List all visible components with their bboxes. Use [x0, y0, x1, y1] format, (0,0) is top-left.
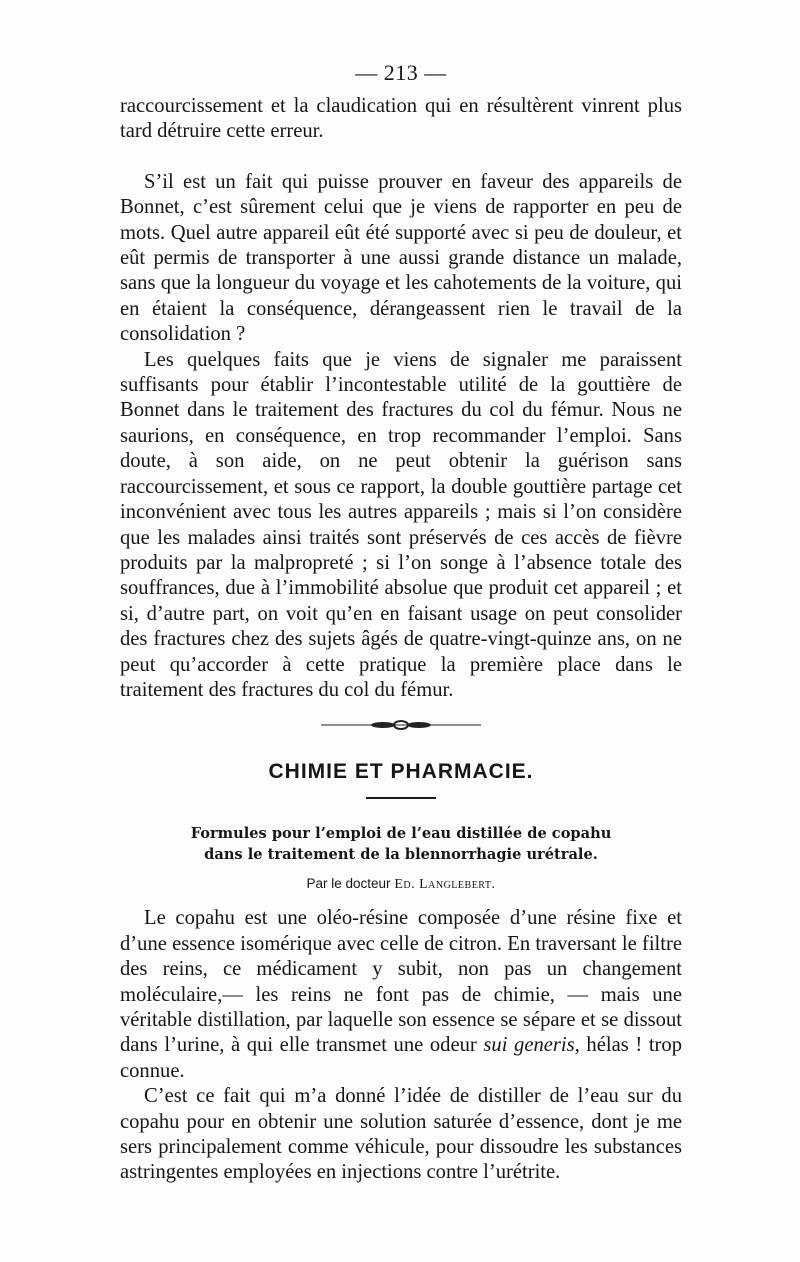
- italic-phrase: sui generis: [483, 1034, 575, 1057]
- paragraph-bonnet-appareils: S’il est un fait qui puisse prouver en faveur des appareils de Bonnet, c’est sûrement celui que je viens de rapporter en peu de mots. Quel autre appareil eût été supporté avec si peu de douleur, et eût permis de transporter à une aussi grande distance un malade, sans que la longueur du voyage et les cahotements de la voiture, qui en étaient la conséquence, dérangeassent rien le travail de la consolidation ?: [120, 170, 682, 346]
- paragraph-copahu-definition: [120, 906, 682, 1084]
- section-title: CHIMIE ET PHARMACIE.: [268, 760, 534, 784]
- paragraph-distillation-idea: C’est ce fait qui m’a donné l’idée de distiller de l’eau sur du copahu pour en obtenir une solution saturée d’essence, dont je me sers principalement comme véhicule, pour dissoudre les substances astringentes employées en injections contre l’urétrite.: [120, 1085, 682, 1184]
- title-underline-rule: [366, 797, 436, 799]
- article-title-line-1: Formules pour l’emploi de l’eau distillée de copahu: [190, 825, 612, 843]
- byline-author: Ed. Langlebert.: [394, 877, 496, 893]
- paragraph-gap: [120, 145, 682, 170]
- article-title: [120, 823, 682, 865]
- paragraph-text-part: , hélas ! trop connue.: [120, 1034, 682, 1082]
- ornament-divider-icon: [321, 719, 481, 731]
- byline: [120, 875, 682, 894]
- article-title-line-2: dans le traitement de la blennorrhagie urétrale.: [204, 846, 598, 864]
- page-number: — 213 —: [355, 60, 447, 85]
- paragraph-continuation: raccourcissement et la claudication qui en résultèrent vinrent plus tard détruire cette erreur.: [120, 95, 682, 143]
- paragraph-conclusion-gouttiere: Les quelques faits que je viens de signaler me paraissent suffisants pour établir l’incontestable utilité de la gouttière de Bonnet dans le traitement des fractures du col du fémur. Nous ne saurions, en conséquence, en trop recommander l’emploi. Sans doute, à son aide, on ne peut obtenir la guérison sans raccourcissement, et sous ce rapport, la double gouttière partage cet inconvénient avec tous les autres appareils ; mais si l’on considère que les malades ainsi traités sont préservés de ces accès de fièvre produits par la malpropreté ; si l’on songe à l’absence totale des souffrances, due à l’immobilité absolue que produit cet appareil ; et si, d’autre part, on voit qu’en en faisant usage on peut consolider des fractures chez des sujets âgés de quatre-vingt-quinze ans, on ne peut qu’accorder à cette pratique la première place dans le traitement des fractures du col du fémur.: [120, 348, 682, 701]
- page-content: [120, 58, 682, 1186]
- byline-prefix: Par le docteur: [306, 876, 391, 892]
- paragraph-text-part: Le copahu est une oléo-résine composée d’une résine fixe et d’une essence isomérique avec celle de citron. En traversant le filtre des reins, ce médicament y subit, non pas un changement moléculaire,— les reins ne font pas de chimie, — mais une véritable distillation, par laquelle son essence se sépare et se dissout dans l’urine, à qui elle transmet une odeur: [120, 907, 682, 1057]
